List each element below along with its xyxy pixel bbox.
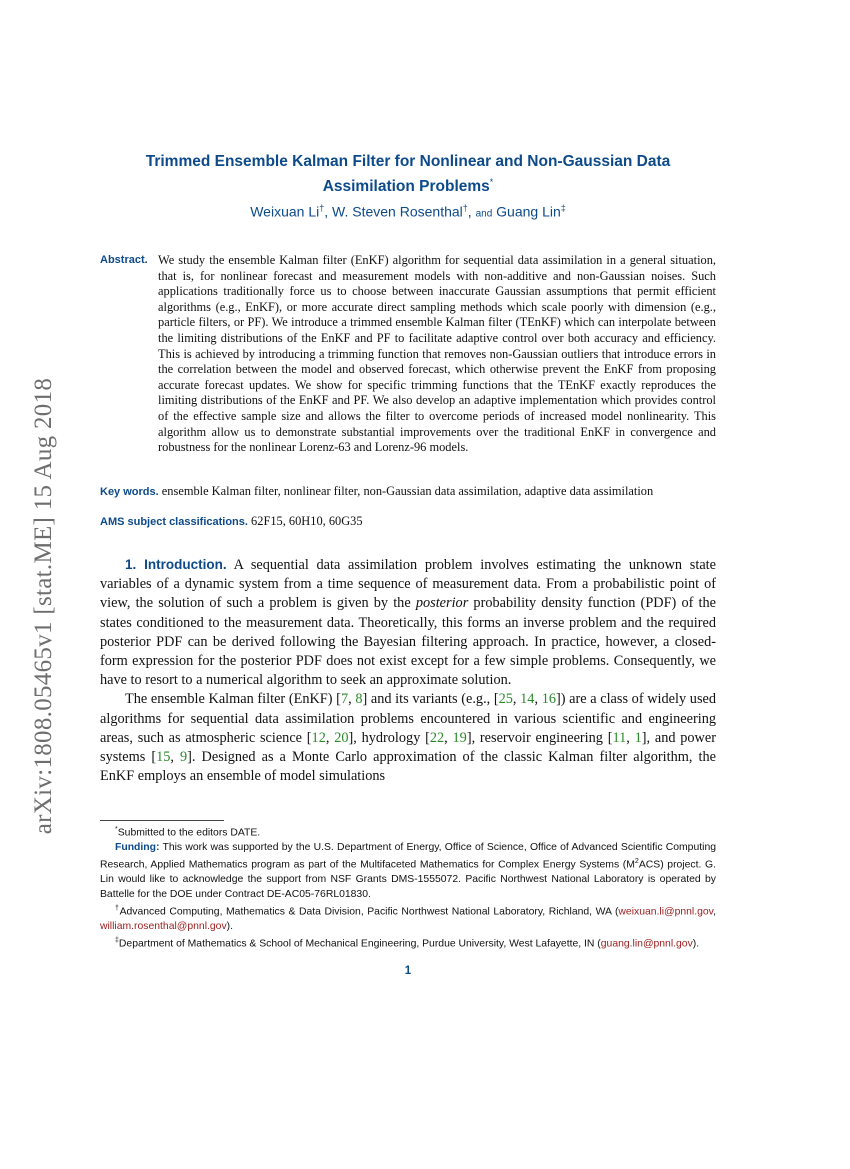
citation-link[interactable]: 7	[340, 691, 349, 708]
intro-paragraph-2: The ensemble Kalman filter (EnKF) [7, 8] and its variants (e.g., [25, 14, 16]) are a class of widely used algorithms for sequential data assimilation problems encountered in various scientific and engineering areas, such as atmospheric science [12, 20], hydrology [22, 19], reservoir engineering [11, 1], and power systems [15, 9]. Designed as a Monte Carlo approximation of the classic Kalman filter algorithm, the EnKF employs an ensemble of model simulations	[100, 691, 717, 785]
intro-text: ]) are a class of widely used algorithms for sequential data assimilation problems encountered in various scientific and engineering areas, such as atmospheric science [	[100, 691, 717, 746]
footnote-text: This work was supported by the U.S. Department of Energy, Office of Science, Office of Advanced Scientific Computing Research, Applied Mathematics program as part of the Multifaceted Mathematics for Complex Energy Systems (M	[100, 841, 716, 871]
author-name: W. Steven Rosenthal	[332, 203, 463, 220]
paper-title	[100, 151, 716, 197]
footnote-submitted	[100, 823, 716, 841]
email-link[interactable]: guang.lin@pnnl.gov	[600, 938, 693, 950]
superscript: 2	[634, 858, 639, 866]
footnote-funding	[100, 841, 716, 902]
citation-link[interactable]: 11	[612, 729, 627, 746]
ams-label: AMS subject classifications.	[100, 516, 248, 528]
keywords-text: ensemble Kalman filter, nonlinear filter, non-Gaussian data assimilation, adaptive data assimilation	[161, 484, 654, 498]
section-heading: 1. Introduction.	[125, 557, 227, 572]
ams-codes: 62F15, 60H10, 60G35	[251, 514, 363, 528]
citation-link[interactable]: 20	[334, 729, 349, 746]
citation-link[interactable]: 16	[541, 691, 556, 708]
citation-link[interactable]: 25	[498, 691, 513, 708]
footnote-text: Department of Mathematics & School of Mechanical Engineering, Purdue University, West Lafayette, IN (	[118, 938, 601, 950]
footnote-mark: †	[115, 904, 120, 912]
abstract-text: We study the ensemble Kalman filter (EnKF) algorithm for sequential data assimilation in a general situation, that is, for nonlinear forecast and measurement models with non-additive and non-Gaussian noises. Such applications traditionally force us to choose between inaccurate Gaussian assumptions that permit efficient algorithms (e.g., EnKF), or more accurate direct sampling methods which scale poorly with dimension (e.g., particle filters, or PF). We introduce a trimmed ensemble Kalman filter (TEnKF) which can interpolate between the limiting distributions of the EnKF and PF to facilitate adaptive control over both accuracy and efficiency. This is achieved by introducing a trimming function that removes non-Gaussian outliers that introduce errors in the correlation between the model and observed forecast, which otherwise prevent the EnKF from proposing accurate forecast updates. We show for specific trimming functions that the TEnKF exactly reproduces the limiting distributions of the EnKF and PF. We also develop an adaptive implementation which provides control of the effective sample size and allows the filter to overcome periods of increased model nonlinearity. This algorithm allow us to demonstrate substantial improvements over the traditional EnKF in convergence and robustness for the nonlinear Lorenz-63 and Lorenz-96 models.	[158, 253, 716, 455]
keywords-label: Key words.	[100, 486, 159, 498]
footnote-mark: ‡	[115, 937, 119, 945]
footnote-text: Advanced Computing, Mathematics & Data Division, Pacific Northwest National Laboratory, Richland, WA (	[119, 906, 619, 918]
intro-text: ]. Designed as a Monte Carlo approximation of the classic Kalman filter algorithm, the EnKF employs an ensemble of model simulations	[100, 749, 716, 785]
footnote-affiliation-purdue: ‡Department of Mathematics & School of Mechanical Engineering, Purdue University, West Lafayette, IN (guang.lin@pnnl.gov).	[115, 937, 700, 950]
arxiv-identifier: arXiv:1808.05465v1 [stat.ME] 15 Aug 2018	[30, 377, 57, 835]
title-footnote-mark: *	[489, 177, 494, 187]
author-name: Guang Lin	[496, 203, 561, 220]
citation-link[interactable]: 14	[520, 691, 535, 708]
citation-link[interactable]: 12	[311, 729, 326, 746]
footnote-mark: *	[115, 826, 118, 833]
citation-link[interactable]: 8	[355, 691, 363, 708]
footnote-rule	[100, 820, 224, 821]
footnotes	[100, 823, 716, 952]
footnote-affiliation-pnnl: †Advanced Computing, Mathematics & Data Division, Pacific Northwest National Laboratory, Richland, WA (weixuan.li@pnnl.gov, william.rosenthal@pnnl.gov).	[100, 904, 716, 932]
intro-text: ], hydrology [	[348, 729, 430, 746]
author-mark: ‡	[560, 203, 566, 213]
email-link[interactable]: william.rosenthal@pnnl.gov	[100, 920, 227, 932]
title-line-2: Assimilation Problems	[322, 178, 490, 196]
citation-link[interactable]: 22	[429, 729, 445, 746]
author-list: Weixuan Li†, W. Steven Rosenthal†, and Guang Lin‡	[250, 203, 566, 220]
intro-text: ], reservoir engineering [	[466, 729, 613, 746]
abstract-section	[100, 253, 716, 456]
intro-text: ] and its variants (e.g., [	[362, 691, 499, 708]
author-mark: †	[319, 203, 325, 213]
intro-text: The ensemble Kalman filter (EnKF) [	[125, 691, 341, 708]
and-word: and	[475, 208, 493, 220]
arxiv-sidebar	[24, 346, 64, 866]
author-mark: †	[462, 203, 468, 213]
title-line-1: Trimmed Ensemble Kalman Filter for Nonlinear and Non-Gaussian Data	[145, 153, 671, 170]
footnote-text: Submitted to the editors DATE.	[117, 827, 261, 839]
citation-link[interactable]: 15	[156, 749, 171, 766]
footnote-text: ACS) project. G. Lin would like to acknowledge the support from NSF Grants DMS-1555072. Pacific Northwest National Laboratory is operated by Battelle for the DOE under Contract DE-AC05-76RL01830.	[100, 859, 716, 900]
introduction-section	[100, 555, 716, 786]
intro-text: probability density function (PDF) of the states conditioned to the measurement data. Theoretically, this forms an inverse problem and the required posterior PDF can be derived following the Bayesian filtering approach. In practice, however, a closed-form expression for the posterior PDF does not exist except for a few simple problems. Consequently, we have to resort to a numerical algorithm to seek an approximate solution.	[100, 595, 716, 689]
intro-text: ], and power systems [	[100, 729, 716, 766]
citation-link[interactable]: 9	[180, 749, 188, 766]
author-name: Weixuan Li	[250, 203, 320, 220]
keywords-line	[100, 484, 740, 499]
intro-paragraph-1	[100, 555, 716, 690]
intro-text: A sequential data assimilation problem involves estimating the unknown state variables of a dynamic system from a time sequence of measurement data. From a probabilistic point of view, the solution of such a problem is given by the	[100, 557, 716, 612]
page-number: 1	[404, 965, 412, 977]
intro-emphasis: posterior	[415, 595, 469, 612]
ams-classification	[100, 514, 716, 529]
citation-link[interactable]: 1	[634, 729, 642, 746]
citation-link[interactable]: 19	[452, 729, 467, 746]
email-link[interactable]: weixuan.li@pnnl.gov	[618, 906, 714, 918]
abstract-label: Abstract.	[100, 254, 148, 266]
funding-label: Funding:	[115, 841, 160, 853]
